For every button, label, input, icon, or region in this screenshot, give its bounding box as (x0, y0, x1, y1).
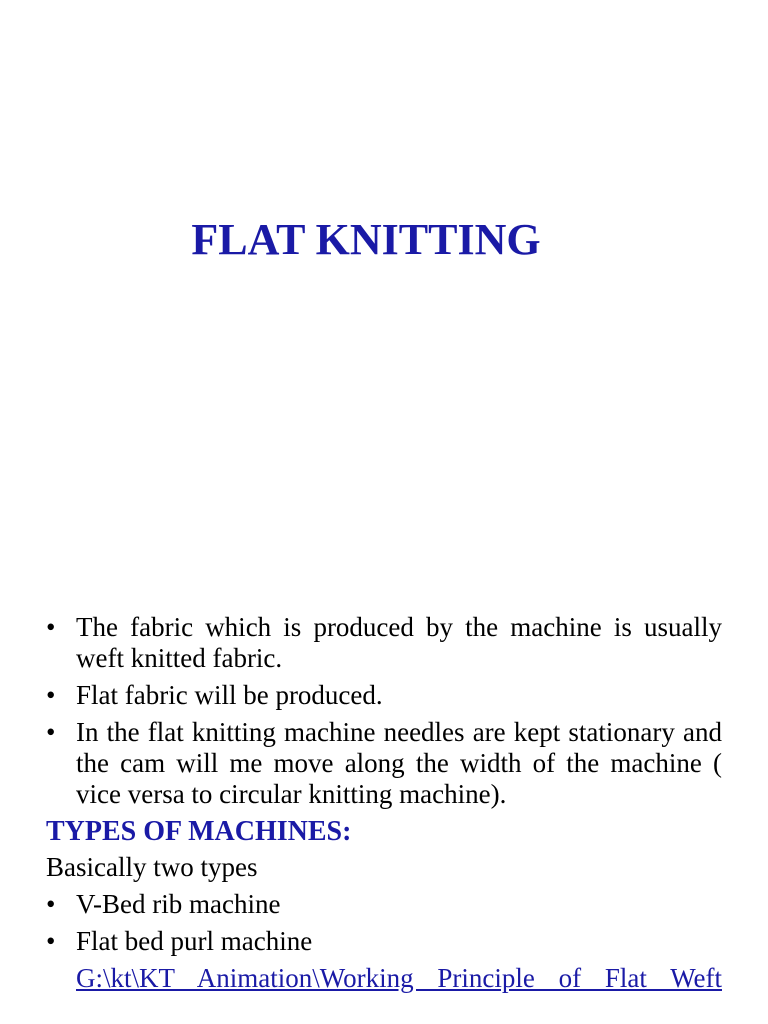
intro-bullet-list (46, 612, 722, 810)
list-item (46, 889, 722, 920)
types-intro: Basically two types (46, 852, 258, 882)
slide-content (46, 612, 722, 994)
types-heading: TYPES OF MACHINES: (46, 816, 352, 847)
slide-title: FLAT KNITTING (191, 215, 541, 264)
bullet-text: In the flat knitting machine needles are kept stationary and the cam will me move along the width of the machine ( vice versa to circular knitting machine). (76, 717, 722, 809)
bullet-icon: • (46, 889, 56, 919)
bullet-icon: • (46, 926, 56, 956)
bullet-text: V-Bed rib machine (76, 889, 281, 919)
bullet-text: The fabric which is produced by the machine is usually weft knitted fabric. (76, 612, 722, 673)
bullet-text: Flat bed purl machine (76, 926, 313, 956)
list-item (46, 612, 722, 674)
list-item (46, 926, 722, 957)
bullet-text: Flat fabric will be produced. (76, 680, 383, 710)
list-item (46, 717, 722, 810)
bullet-icon: • (46, 680, 56, 710)
bullet-icon: • (46, 612, 56, 642)
bullet-icon: • (46, 717, 56, 747)
animation-file-link[interactable]: G:\kt\KT Animation\Working Principle of Flat Weft (76, 963, 722, 993)
types-bullet-list (46, 889, 722, 957)
list-item (46, 680, 722, 711)
